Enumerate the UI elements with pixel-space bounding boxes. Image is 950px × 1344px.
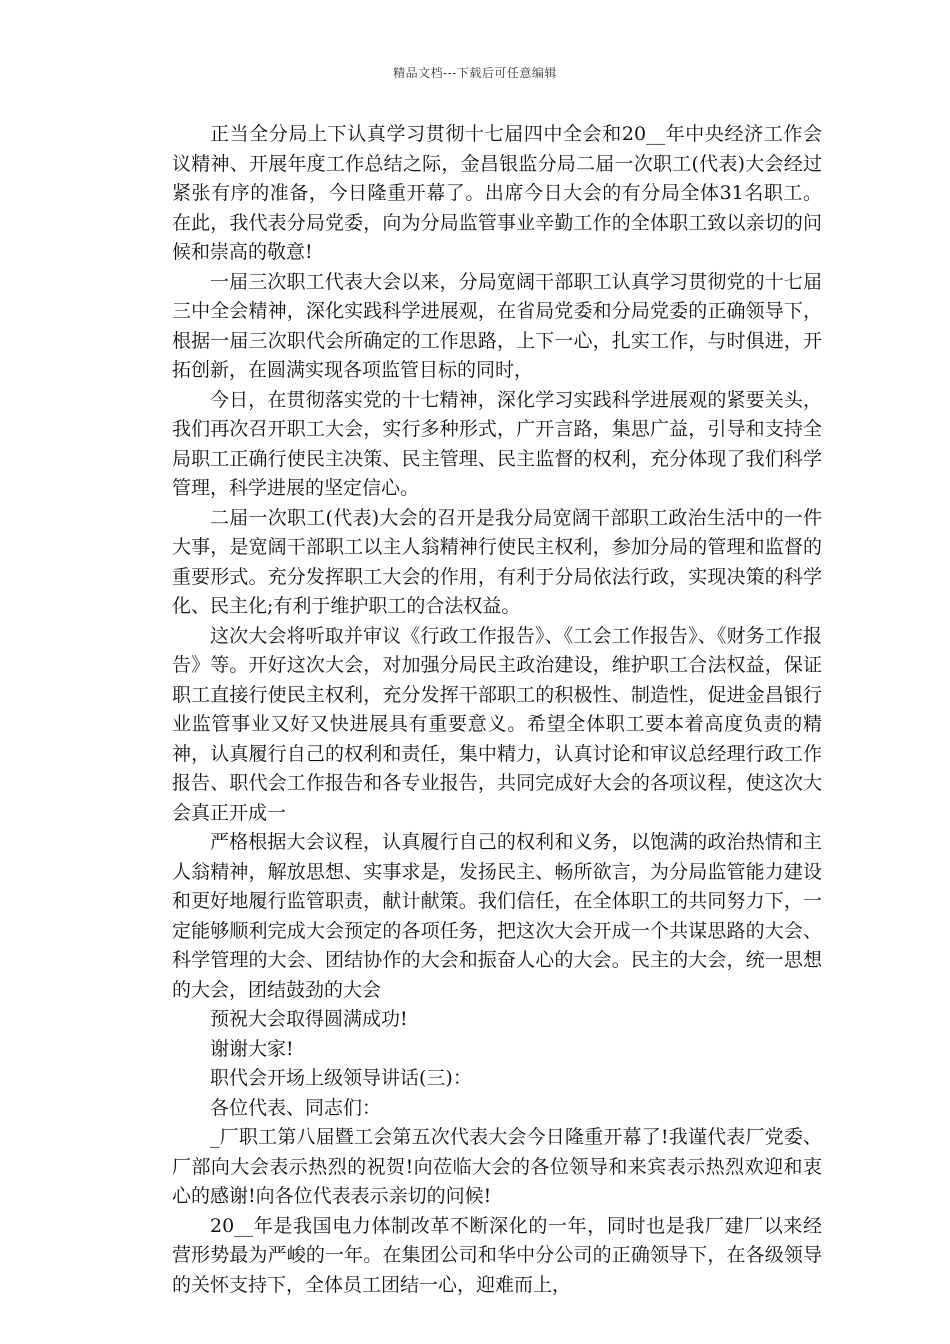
page-header: 精品文档---下载后可任意编辑 [393, 66, 557, 80]
paragraph-5: 这次大会将听取并审议《行政工作报告》、《工会工作报告》、《财务工作报告》等。开好这次大会，对加强分局民主政治建设，维护职工合法权益，保证职工直接行使民主权利，充分发挥干部职工的积极性、制造性，促进金昌银行业监管事业又好又快进展具有重要意义。希望全体职工要本着高度负责的精神，认真履行自己的权利和责任，集中精力，认真讨论和审议总经理行政工作报告、职代会工作报告和各专业报告，共同完成好大会的各项议程，使这次大会真正开成一 [172, 624, 822, 824]
section-title: 职代会开场上级领导讲话(三)： [210, 1067, 472, 1089]
document-body [172, 120, 822, 1300]
paragraph-12: 20__年是我国电力体制改革不断深化的一年，同时也是我厂建厂以来经营形势最为严峻的一年。在集团公司和华中分公司的正确领导下，在各级领导的关怀支持下，全体员工团结一心，迎难而上， [172, 1214, 822, 1296]
paragraph-6: 严格根据大会议程，认真履行自己的权利和义务，以饱满的政治热情和主人翁精神，解放思想、实事求是，发扬民主、畅所欲言，为分局监管能力建设和更好地履行监管职责，献计献策。我们信任，在全体职工的共同努力下，一定能够顺利完成大会预定的各项任务，把这次大会开成一个共谋思路的大会、科学管理的大会、团结协作的大会和振奋人心的大会。民主的大会，统一思想的大会，团结鼓劲的大会 [172, 831, 822, 1001]
salutation: 各位代表、同志们： [210, 1096, 382, 1119]
paragraph-11: _厂职工第八届暨工会第五次代表大会今日隆重开幕了!我谨代表厂党委、厂部向大会表示热烈的祝贺!向莅临大会的各位领导和来宾表示热烈欢迎和衷心的感谢!向各位代表表示亲切的问候! [172, 1126, 822, 1207]
paragraph-7: 预祝大会取得圆满成功! [210, 1008, 408, 1030]
paragraph-1: 正当全分局上下认真学习贯彻十七届四中全会和20__年中央经济工作会议精神、开展年度工作总结之际，金昌银监分局二届一次职工(代表)大会经过紧张有序的准备，今日隆重开幕了。出席今日大会的有分局全体31名职工。在此，我代表分局党委，向为分局监管事业辛勤工作的全体职工致以亲切的问候和崇高的敬意! [172, 123, 822, 263]
paragraph-8: 谢谢大家! [210, 1037, 294, 1060]
paragraph-2: 一届三次职工代表大会以来，分局宽阔干部职工认真学习贯彻党的十七届三中全会精神，深化实践科学进展观，在省局党委和分局党委的正确领导下，根据一届三次职代会所确定的工作思路，上下一心，扎实工作，与时俱进，开拓创新，在圆满实现各项监管目标的同时， [172, 270, 822, 381]
paragraph-3: 今日，在贯彻落实党的十七精神，深化学习实践科学进展观的紧要关头，我们再次召开职工大会，实行多种形式，广开言路，集思广益，引导和支持全局职工正确行使民主决策、民主管理、民主监督的权利，充分体现了我们科学管理，科学进展的坚定信心。 [172, 388, 822, 499]
paragraph-4: 二届一次职工(代表)大会的召开是我分局宽阔干部职工政治生活中的一件大事，是宽阔干部职工以主人翁精神行使民主权利，参加分局的管理和监督的重要形式。充分发挥职工大会的作用，有利于分局依法行政，实现决策的科学化、民主化;有利于维护职工的合法权益。 [172, 506, 822, 617]
